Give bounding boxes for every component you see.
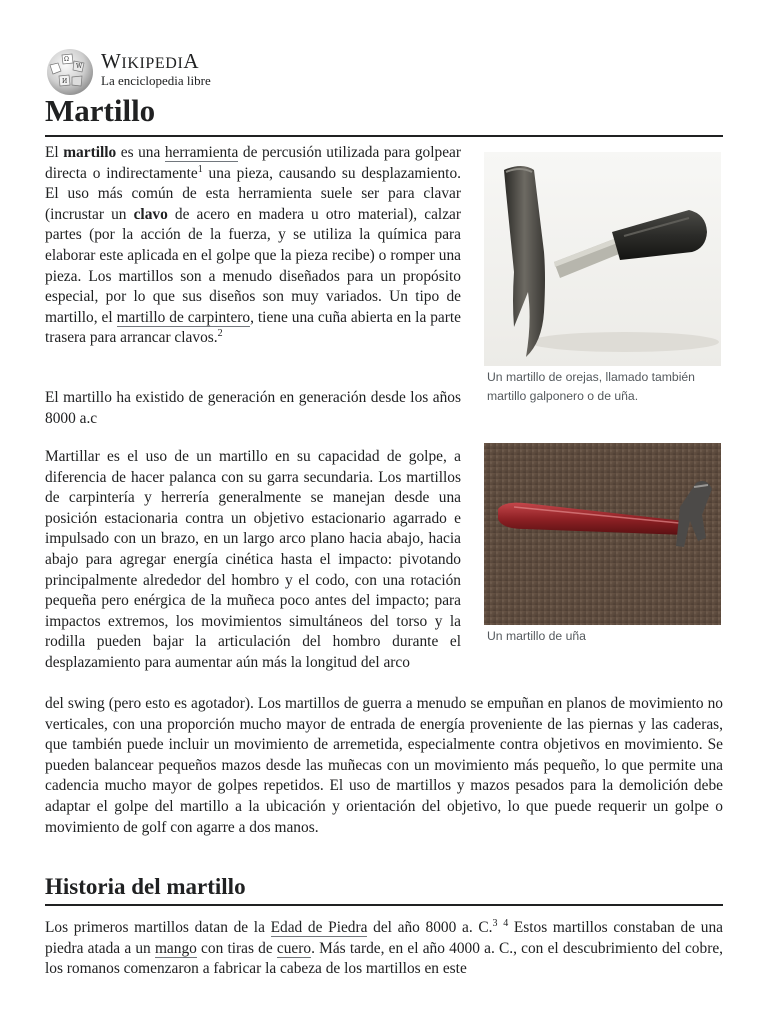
text-run: El [45,144,64,161]
citation-3[interactable]: 3 [492,917,498,929]
citation-1[interactable]: 1 [197,163,203,175]
text-run: de percusión utilizada para golpear directa o indirectamente [45,144,461,182]
history-section [45,918,723,980]
site-wordmark[interactable]: WIKIPEDIA [101,49,200,73]
intro-paragraph-2: El martillo ha existido de generación en generación desde los años 8000 a.c [45,389,461,427]
link-martillo-de-carpintero[interactable]: martillo de carpintero [116,308,251,326]
site-tagline: La enciclopedia libre [101,73,211,88]
section-divider [45,904,723,906]
text-run: de acero en madera u otro material), calzar partes (por la acción de la fuerza, y se utiliza la química para elaborar este aplicada en el golpe que la pieza recibe) o romper una pieza. Los martillos son a menudo diseñados para un propósito especial, por lo que sus diseños son muy variados. Un tipo de martillo, el [45,205,461,326]
link-cuero[interactable]: cuero [276,939,312,957]
text-run: Estos martillos constaban de una piedra atada a un [45,919,723,957]
citation-2[interactable]: 2 [217,328,223,340]
intro-paragraph-3-wrap [45,447,461,674]
page-title: Martillo [45,93,156,128]
intro-paragraph-3-cont-wrap [45,694,723,838]
text-run: del año 8000 a. C. [367,919,493,936]
figure-caption-1: Un martillo de orejas, llamado también martillo galponero o de uña. [487,370,695,403]
section-heading-historia: Historia del martillo [45,874,246,899]
history-paragraph-1 [45,918,723,980]
svg-text:Ω: Ω [64,56,69,63]
figure-claw-hammer[interactable] [484,152,721,366]
text-run: , tiene una cuña abierta en la parte trasera para arrancar clavos. [45,308,461,347]
red-hammer-image [484,443,721,625]
title-divider [45,135,723,137]
link-herramienta[interactable]: herramienta [164,144,239,161]
intro-section [45,143,461,349]
bold-term: clavo [133,205,168,223]
figure-red-hammer[interactable] [484,443,721,625]
intro-paragraph-3: Martillar es el uso de un martillo en su capacidad de golpe, a diferencia de hacer palanca con su garra secundaria. Los martillos de carpintería y herrería generalmente se manejan desde una posición estacionaria contra un objetivo estacionario agarrado e impulsado con un brazo, en un largo arco plano hacia abajo, hacia abajo para agregar energía cinética hasta el impacto: pivotando principalmente alrededor del hombro y el codo, con una rotación pequeña pero enérgica de la muñeca poco antes del impacto; para impactos extremos, los movimientos simultáneos del torso y la rodilla pueden bajar la articulación del hombro durante el desplazamiento para aumentar aún más la longitud del arco [45,448,461,671]
text-run: una pieza, causando su desplazamiento. El uso más común de esta herramienta suele ser para clavar (incrustar un [45,164,461,223]
link-mango[interactable]: mango [154,939,197,957]
wikipedia-globe-icon[interactable] [44,45,96,97]
intro-paragraph-3-cont: del swing (pero esto es agotador). Los martillos de guerra a menudo se empuñan en planos de movimiento no verticales, con una proporción mucho mayor de entrada de energía proveniente de las piernas y las caderas, que también puede incluir un movimiento de arremetida, especialmente contra objetivos en movimiento. Se pueden balancear pequeños mazos desde las muñecas con un movimiento más pequeño, lo que permite una cadencia mucho mayor de golpes repetidos. El uso de martillos y mazos pesados para la demolición debe adaptar el golpe del martillo a la ubicación y orientación del objetivo, lo que puede requerir un golpe o movimiento de golf con agarre a dos manos. [45,695,723,836]
figure-caption-2: Un martillo de uña [487,629,586,643]
svg-text:И: И [62,78,68,85]
text-run: . Más tarde, en el año 4000 a. C., con el descubrimiento del cobre, los romanos comenzaron a fabricar la cabeza de los martillos en este [45,939,724,978]
link-edad-de-piedra[interactable]: Edad de Piedra [270,919,368,936]
text-run: Los primeros martillos datan de la [45,919,271,936]
intro-paragraph-1 [45,143,461,349]
intro-paragraph-2-wrap [45,388,461,429]
svg-text:W: W [76,63,83,70]
citation-4[interactable]: 4 [503,917,509,929]
text-run: con tiras de [196,939,277,957]
claw-hammer-image [484,152,721,366]
text-run: es una [116,144,165,161]
bold-term: martillo [63,144,117,161]
